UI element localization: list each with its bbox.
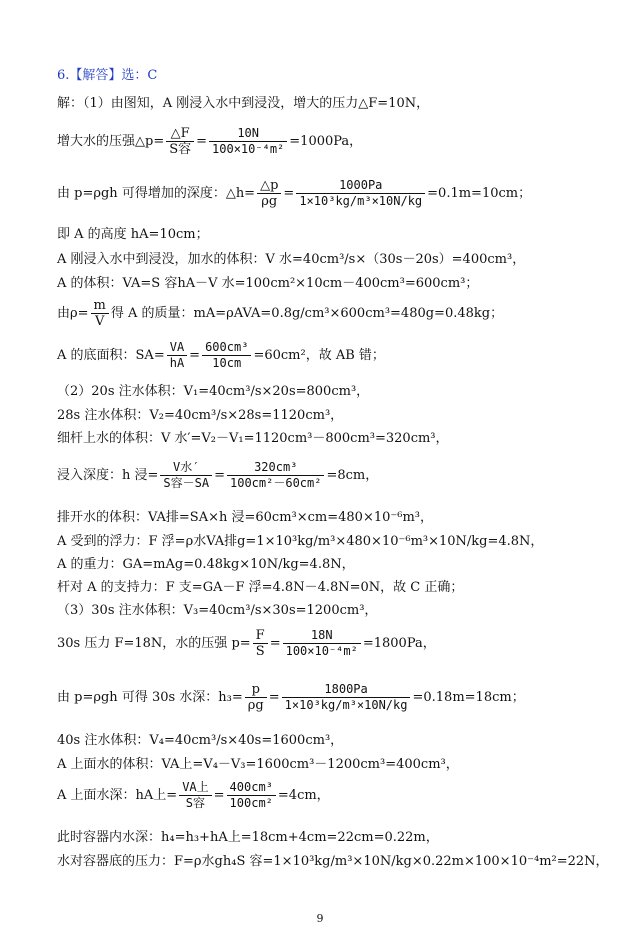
- line-14: A 受到的浮力：F 浮=ρ水VA排g=1×10³kg/m³×480×10⁻⁶m³×10N/kg=4.8N，: [57, 534, 544, 549]
- line-18: 30s 压力 F=18N，水的压强 p= $\frac{F}{S}$ = $\frac{18N}{\text{100×10⁻⁴m²}}$ =1800Pa，: [57, 628, 436, 659]
- line-1: 解：（1）由图知，A 刚浸入水中到浸没，增大的压力△F=10N，: [57, 96, 430, 111]
- line-16: 杆对 A 的支持力：F 支=GA－F 浮=4.8N－4.8N=0N，故 C 正确；: [57, 580, 464, 595]
- line-22: A 上面水深：hA上= $\frac{\text{VA上}}{\text{S容}}$ = $\frac{\text{400cm³}}{\text{100cm²}}$ =4cm，: [57, 780, 330, 810]
- line-23: 此时容器内水深：h₄=h₃+hA上=18cm+4cm=22cm=0.22m，: [57, 830, 439, 845]
- line-21: A 上面水的体积：VA上=V₄－V₃=1600cm³－1200cm³=400cm³，: [57, 757, 459, 772]
- line-10: 28s 注水体积：V₂=40cm³/s×28s=1120cm³，: [57, 408, 344, 423]
- line-8: A 的底面积：SA= $\frac{VA}{hA}$ = $\frac{\text{600cm³}}{10cm}$ =60cm²，故 AB 错；: [57, 340, 385, 370]
- line-2: 增大水的压强△p= $\frac{\triangle F}{\text{S容}}$ = $\frac{10N}{\text{100×10⁻⁴m²}}$ =1000Pa，: [57, 126, 363, 157]
- line-11: 细杆上水的体积：V 水′=V₂－V₁=1120cm³－800cm³=320cm³，: [57, 431, 449, 446]
- line-3: 由 p=ρgh 可得增加的深度：△h= $\frac{\triangle p}{\rho g}$ = $\frac{1000Pa}{\text{1×10³kg/m³×10N/kg}}$ =0.1m=10cm；: [57, 178, 532, 209]
- line-20: 40s 注水体积：V₄=40cm³/s×40s=1600cm³，: [57, 733, 344, 748]
- line-13: 排开水的体积：VA排=SA×h 浸=60cm³×cm=480×10⁻⁶m³，: [57, 510, 433, 525]
- line-12: 浸入深度：h 浸= $\frac{\text{V水′}}{\text{S容－SA}}$ = $\frac{\text{320cm³}}{\text{100cm²－60cm²}}$ =8cm，: [57, 460, 379, 490]
- line-4: 即 A 的高度 hA=10cm；: [57, 227, 209, 242]
- line-9: （2）20s 注水体积：V₁=40cm³/s×20s=800cm³，: [57, 384, 370, 399]
- line-17: （3）30s 注水体积：V₃=40cm³/s×30s=1200cm³，: [57, 603, 378, 618]
- answer-title: 6.【解答】选：C: [57, 68, 158, 83]
- line-5: A 刚浸入水中到浸没，加水的体积：V 水=40cm³/s×（30s－20s）=400cm³，: [57, 252, 526, 267]
- line-6: A 的体积：VA=S 容hA－V 水=100cm²×10cm－400cm³=600cm³；: [57, 276, 479, 291]
- line-19: 由 p=ρgh 可得 30s 水深：h₃= $\frac{p}{\rho g}$ = $\frac{1800Pa}{\text{1×10³kg/m³×10N/kg}}$ =0.18m=18cm；: [57, 682, 525, 713]
- page-number: 9: [316, 912, 324, 925]
- line-24: 水对容器底的压力：F=ρ水gh₄S 容=1×10³kg/m³×10N/kg×0.22m×100×10⁻⁴m²=22N，: [57, 854, 609, 869]
- line-15: A 的重力：GA=mAg=0.48kg×10N/kg=4.8N，: [57, 557, 355, 572]
- line-7: 由ρ= $\frac{m}{V}$ 得 A 的质量：mA=ρAVA=0.8g/cm³×600cm³=480g=0.48kg；: [57, 298, 504, 329]
